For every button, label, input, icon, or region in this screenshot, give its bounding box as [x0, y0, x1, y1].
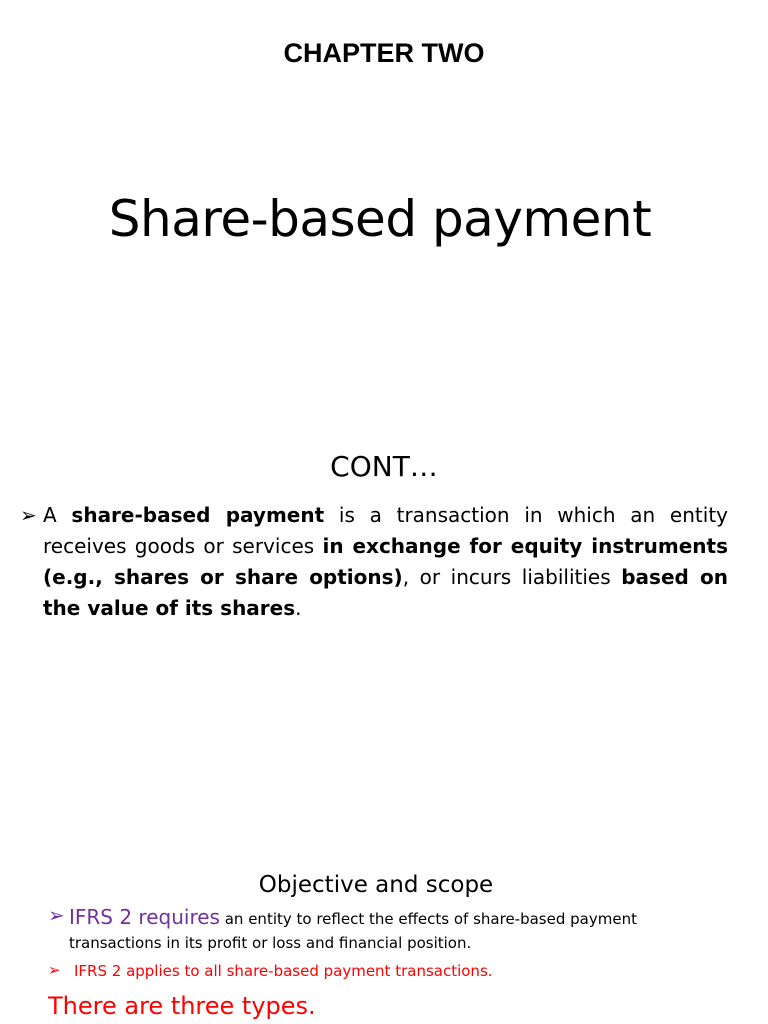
definition-text: [43, 500, 728, 624]
bold-phrase: based on the value of its shares: [43, 565, 728, 620]
objective-item-text: [69, 905, 728, 955]
objective-heading: Objective and scope: [258, 872, 494, 898]
arrow-bullet-icon: ➢: [48, 961, 61, 979]
text-run: , or incurs liabilities: [402, 565, 622, 589]
cont-heading: CONT…: [330, 450, 438, 483]
objective-item-text: IFRS 2 applies to all share-based payment transactions.: [74, 962, 493, 980]
arrow-bullet-icon: ➢: [48, 903, 65, 927]
arrow-bullet-icon: ➢: [20, 503, 37, 527]
bold-term: share-based payment: [71, 503, 325, 527]
page-title: Share-based payment: [108, 190, 652, 248]
text-run: an entity to reflect the effects of share-based payment transactions in its profit or loss and financial position.: [69, 910, 637, 952]
text-run: .: [295, 596, 302, 620]
types-line: There are three types.: [48, 992, 316, 1020]
bold-phrase: in exchange for equity instruments (e.g., shares or share options): [43, 534, 728, 589]
text-run: A: [43, 503, 72, 527]
chapter-heading: CHAPTER TWO: [283, 38, 485, 68]
objective-item-applies: [48, 962, 728, 980]
objective-item-requires: [48, 905, 728, 955]
text-run: is a transaction in which an entity receives goods or services: [43, 503, 728, 558]
ifrs-requires-lead: IFRS 2 requires: [69, 905, 220, 929]
definition-paragraph: [20, 500, 728, 624]
